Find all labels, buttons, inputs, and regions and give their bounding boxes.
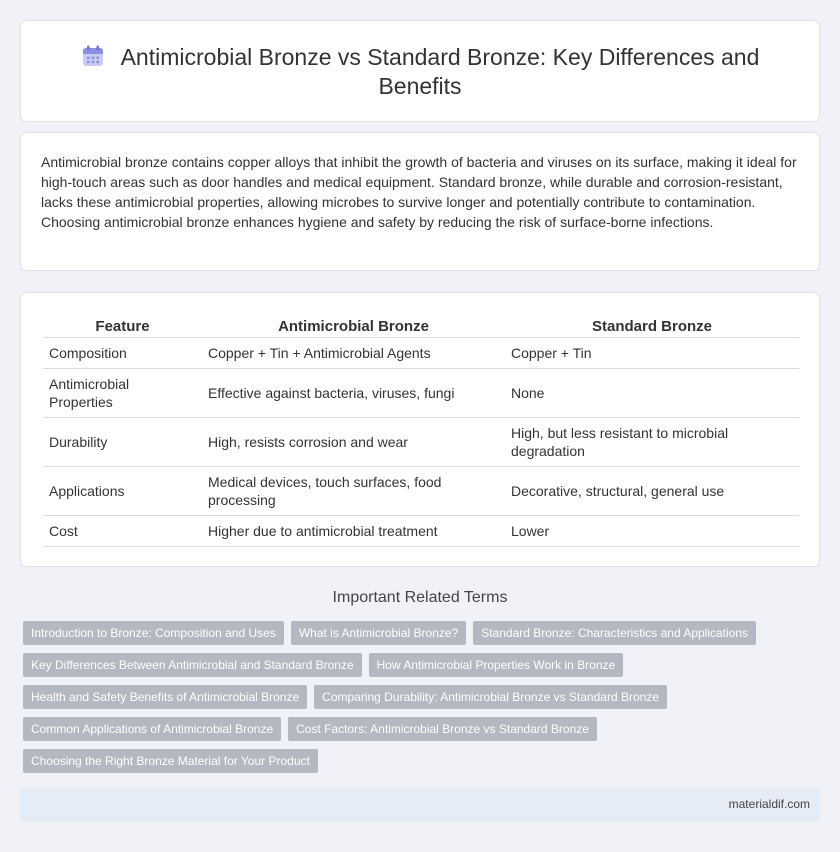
related-term-tag[interactable]: Cost Factors: Antimicrobial Bronze vs Standard Bronze	[288, 717, 597, 741]
table-row	[43, 417, 799, 466]
table-row	[43, 368, 799, 417]
table-cell: Higher due to antimicrobial treatment	[202, 515, 505, 546]
related-terms-list	[23, 621, 823, 781]
header-feature: Feature	[43, 315, 202, 337]
related-term-tag[interactable]: Introduction to Bronze: Composition and Uses	[23, 621, 284, 645]
table-header-row	[43, 315, 799, 337]
table-cell: Applications	[43, 466, 202, 515]
related-term-tag[interactable]: Standard Bronze: Characteristics and Applications	[473, 621, 756, 645]
table-cell: Lower	[505, 515, 799, 546]
page-title-text: Antimicrobial Bronze vs Standard Bronze: Key Differences and Benefits	[120, 44, 760, 99]
table-cell: Copper + Tin + Antimicrobial Agents	[202, 337, 505, 368]
header-antimicrobial: Antimicrobial Bronze	[202, 315, 505, 337]
table-cell: High, resists corrosion and wear	[202, 417, 505, 466]
comparison-card	[20, 292, 820, 567]
related-terms-title: Important Related Terms	[332, 589, 508, 606]
calendar-icon	[81, 44, 105, 68]
comparison-table	[43, 315, 799, 547]
related-term-tag[interactable]: How Antimicrobial Properties Work in Bronze	[369, 653, 624, 677]
table-cell: Antimicrobial Properties	[43, 368, 202, 417]
table-cell: Composition	[43, 337, 202, 368]
table-cell: Medical devices, touch surfaces, food processing	[202, 466, 505, 515]
footer-site-link[interactable]: materialdif.com	[728, 797, 810, 811]
table-cell: High, but less resistant to microbial degradation	[505, 417, 799, 466]
table-cell: None	[505, 368, 799, 417]
table-cell: Effective against bacteria, viruses, fungi	[202, 368, 505, 417]
table-cell: Copper + Tin	[505, 337, 799, 368]
related-term-tag[interactable]: Health and Safety Benefits of Antimicrobial Bronze	[23, 685, 307, 709]
header-standard: Standard Bronze	[505, 315, 799, 337]
related-term-tag[interactable]: Common Applications of Antimicrobial Bronze	[23, 717, 281, 741]
intro-card	[20, 132, 820, 271]
table-row	[43, 466, 799, 515]
related-term-tag[interactable]: Key Differences Between Antimicrobial and Standard Bronze	[23, 653, 362, 677]
table-cell: Cost	[43, 515, 202, 546]
related-term-tag[interactable]: Choosing the Right Bronze Material for Your Product	[23, 749, 318, 773]
related-term-tag[interactable]: Comparing Durability: Antimicrobial Bronze vs Standard Bronze	[314, 685, 667, 709]
table-cell: Decorative, structural, general use	[505, 466, 799, 515]
related-term-tag[interactable]: What is Antimicrobial Bronze?	[291, 621, 466, 645]
table-row	[43, 515, 799, 546]
intro-paragraph: Antimicrobial bronze contains copper alloys that inhibit the growth of bacteria and viruses on its surface, making it ideal for high-touch areas such as door handles and medical equipment. Standard bronze, while durable and corrosion-resistant, lacks these antimicrobial properties, allowing microbes to survive longer and potentially contribute to contamination. Choosing antimicrobial bronze enhances hygiene and safety by reducing the risk of surface-borne infections.	[41, 154, 797, 230]
page-title	[61, 43, 779, 101]
table-cell: Durability	[43, 417, 202, 466]
table-row	[43, 337, 799, 368]
footer	[20, 788, 820, 822]
title-card	[20, 20, 820, 122]
